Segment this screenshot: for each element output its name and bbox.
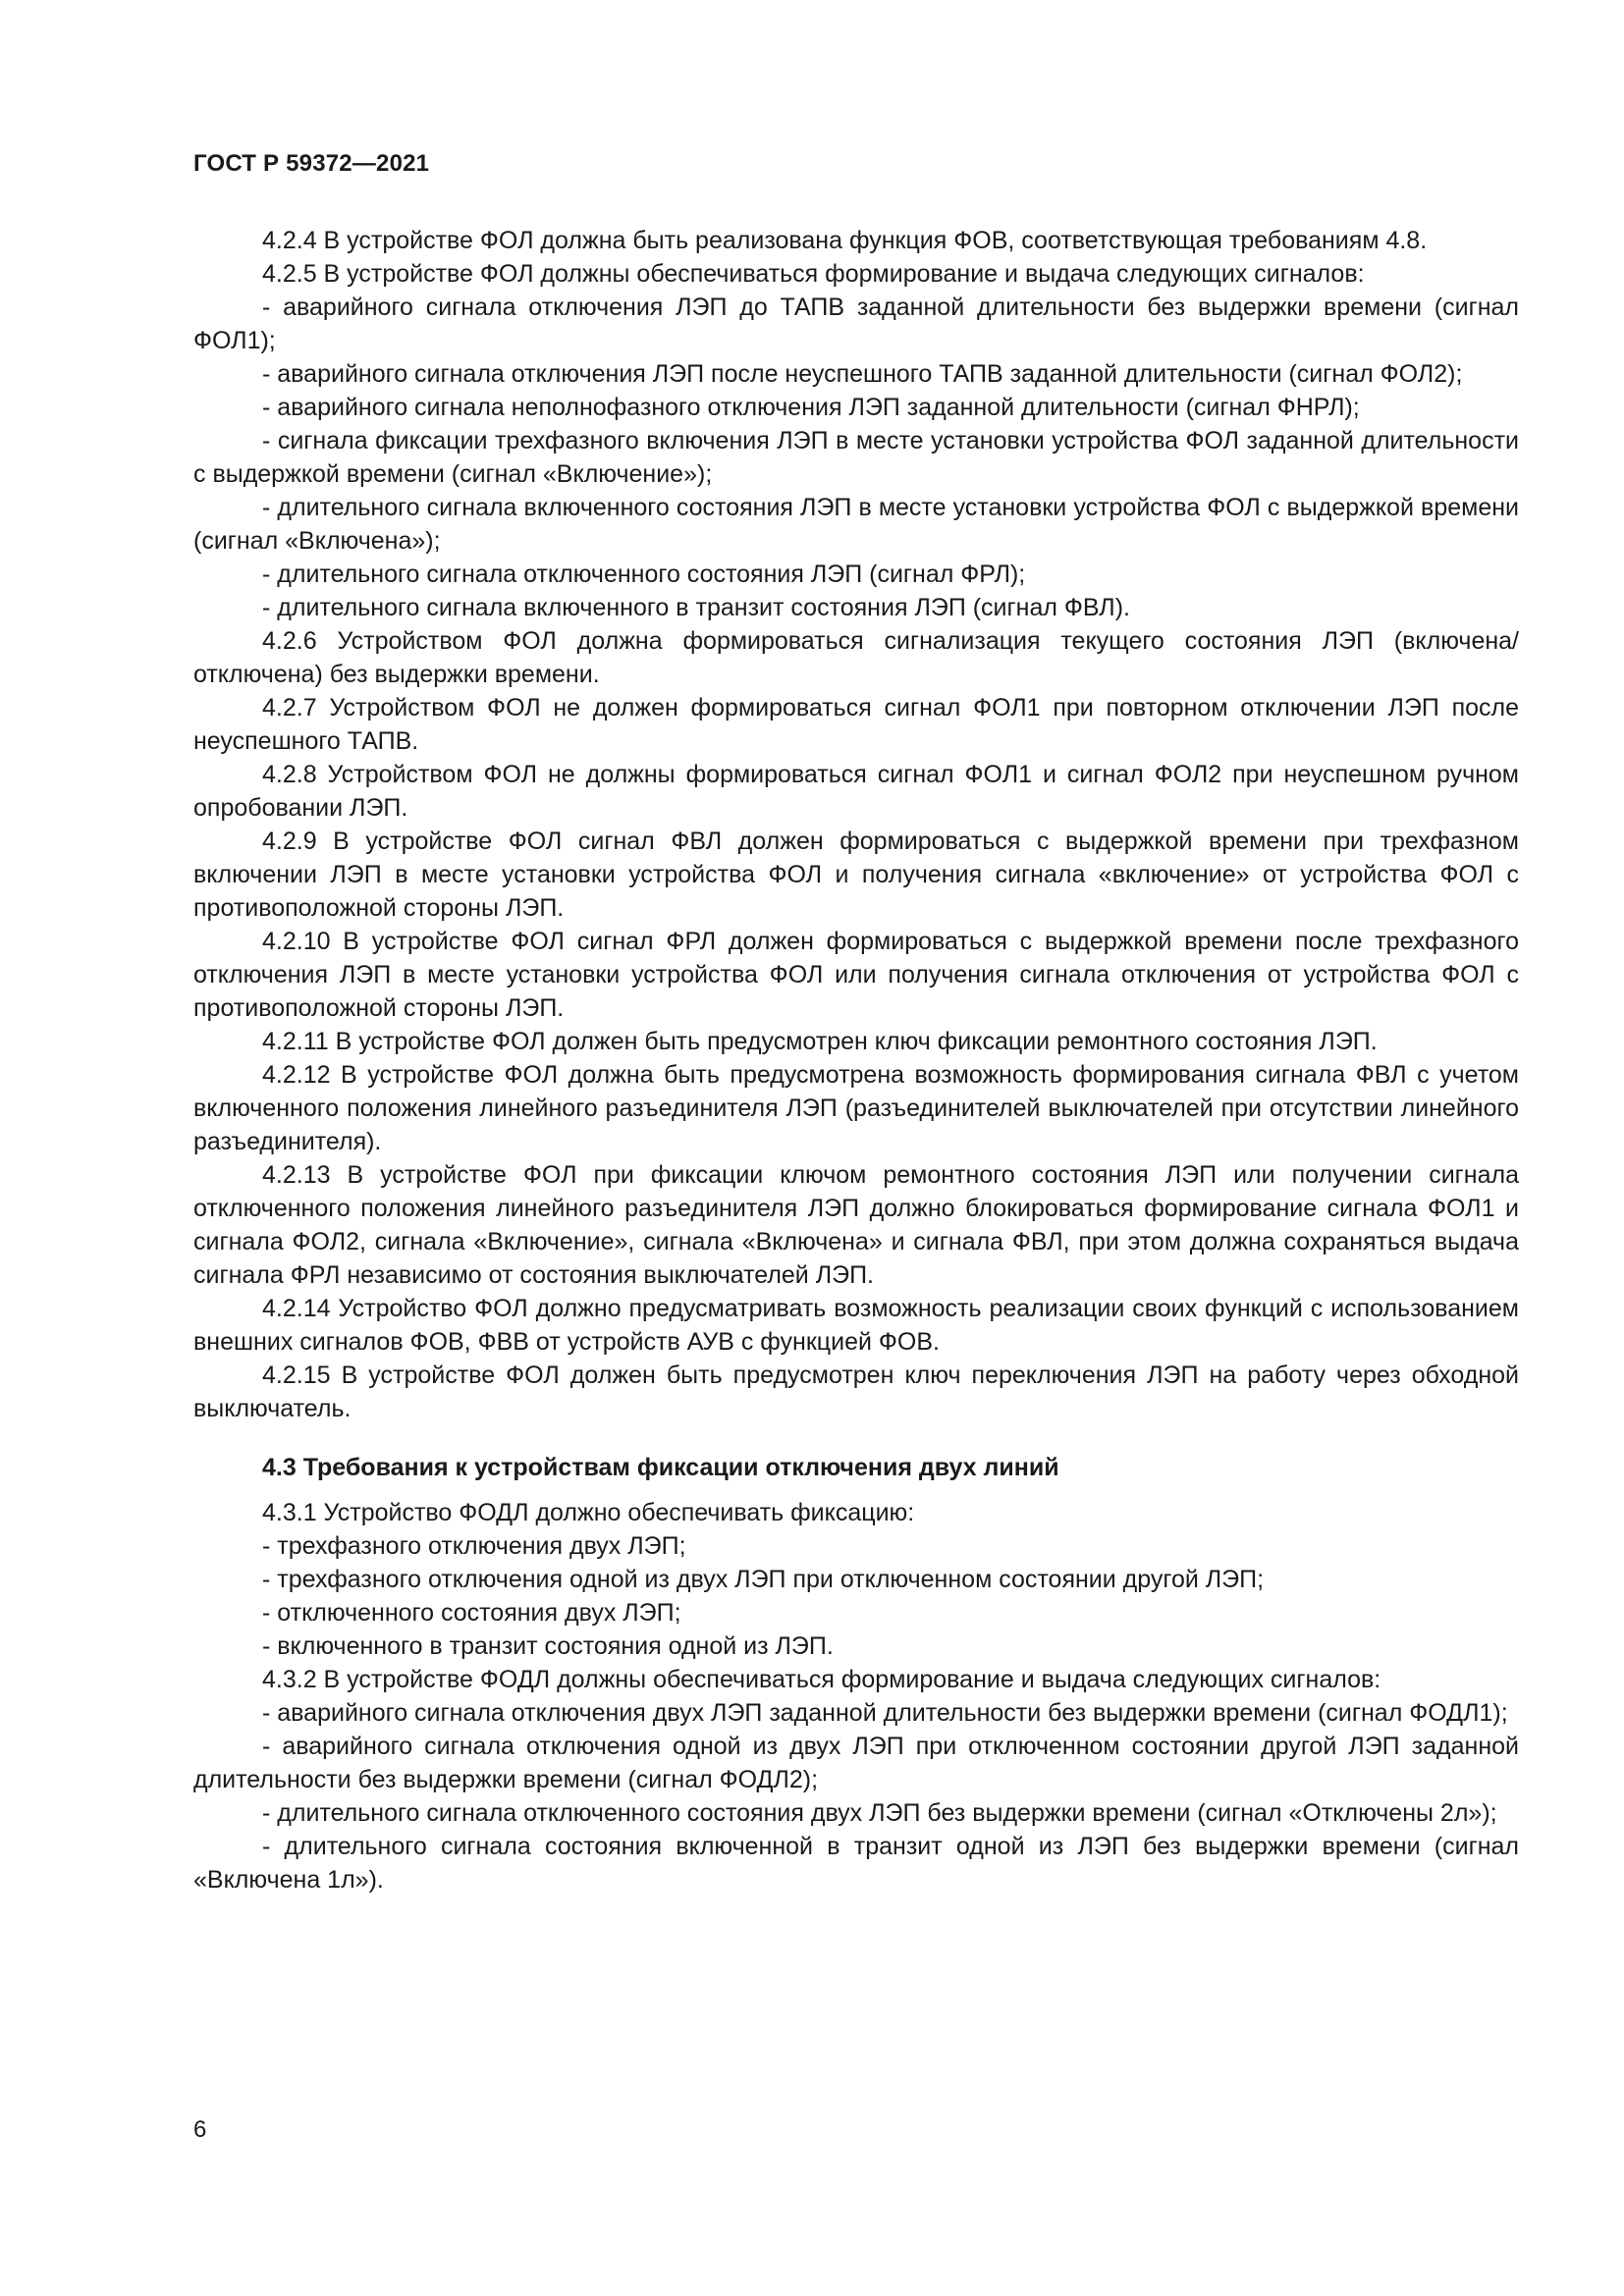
list-item: - аварийного сигнала отключения одной из двух ЛЭП при отключенном состоянии другой ЛЭП заданной длительности без выдержки времени (сигнал ФОДЛ2);	[193, 1733, 1519, 1793]
list-item: - длительного сигнала включенного в транзит состояния ЛЭП (сигнал ФВЛ).	[262, 594, 1130, 621]
page-number: 6	[193, 2116, 207, 2143]
list-item: - длительного сигнала состояния включенной в транзит одной из ЛЭП без выдержки времени (сигнал «Включена 1л»).	[193, 1833, 1519, 1894]
clause-4-2-7: 4.2.7 Устройством ФОЛ не должен формироваться сигнал ФОЛ1 при повторном отключении ЛЭП после неуспешного ТАПВ.	[193, 694, 1519, 755]
list-item: - трехфазного отключения одной из двух ЛЭП при отключенном состоянии другой ЛЭП;	[262, 1566, 1265, 1593]
clause-4-2-14: 4.2.14 Устройство ФОЛ должно предусматривать возможность реализации своих функций с использованием внешних сигналов ФОВ, ФВВ от устройств АУВ с функцией ФОВ.	[193, 1295, 1519, 1356]
list-item: - аварийного сигнала отключения двух ЛЭП заданной длительности без выдержки времени (сигнал ФОДЛ1);	[262, 1699, 1508, 1727]
list-item: - отключенного состояния двух ЛЭП;	[262, 1599, 681, 1627]
section-heading-4-3: 4.3 Требования к устройствам фиксации отключения двух линий	[262, 1454, 1059, 1481]
clause-4-2-6: 4.2.6 Устройством ФОЛ должна формироваться сигнализация текущего состояния ЛЭП (включена/отключена) без выдержки времени.	[193, 627, 1519, 688]
clause-4-3-2: 4.3.2 В устройстве ФОДЛ должны обеспечиваться формирование и выдача следующих сигналов:	[262, 1666, 1381, 1693]
clause-4-3-1: 4.3.1 Устройство ФОДЛ должно обеспечивать фиксацию:	[262, 1499, 915, 1526]
list-item: - включенного в транзит состояния одной из ЛЭП.	[262, 1632, 834, 1660]
list-item: - длительного сигнала включенного состояния ЛЭП в месте установки устройства ФОЛ с выдержкой времени (сигнал «Включена»);	[193, 494, 1519, 555]
document-header: ГОСТ Р 59372—2021	[193, 150, 430, 177]
clause-4-2-8: 4.2.8 Устройством ФОЛ не должны формироваться сигнал ФОЛ1 и сигнал ФОЛ2 при неуспешном ручном опробовании ЛЭП.	[193, 761, 1519, 822]
list-item: - длительного сигнала отключенного состояния ЛЭП (сигнал ФРЛ);	[262, 561, 1026, 588]
clause-4-2-15: 4.2.15 В устройстве ФОЛ должен быть предусмотрен ключ переключения ЛЭП на работу через обходной выключатель.	[193, 1362, 1519, 1422]
clause-4-2-12: 4.2.12 В устройстве ФОЛ должна быть предусмотрена возможность формирования сигнала ФВЛ с учетом включенного положения линейного разъединителя ЛЭП (разъединителей выключателей при отсутствии линейного разъединителя).	[193, 1061, 1519, 1155]
list-item: - трехфазного отключения двух ЛЭП;	[262, 1532, 686, 1560]
clause-4-2-4: 4.2.4 В устройстве ФОЛ должна быть реализована функция ФОВ, соответствующая требованиям 4.8.	[262, 227, 1428, 254]
clause-4-2-5: 4.2.5 В устройстве ФОЛ должны обеспечиваться формирование и выдача следующих сигналов:	[262, 260, 1365, 288]
list-item: - аварийного сигнала неполнофазного отключения ЛЭП заданной длительности (сигнал ФНРЛ);	[262, 394, 1360, 421]
document-body	[193, 224, 1519, 1896]
list-item: - аварийного сигнала отключения ЛЭП до ТАПВ заданной длительности без выдержки времени (сигнал ФОЛ1);	[193, 294, 1519, 354]
clause-4-2-10: 4.2.10 В устройстве ФОЛ сигнал ФРЛ должен формироваться с выдержкой времени после трехфазного отключения ЛЭП в месте установки устройства ФОЛ или получения сигнала отключения от устройства ФОЛ с противоположной стороны ЛЭП.	[193, 928, 1519, 1022]
list-item: - аварийного сигнала отключения ЛЭП после неуспешного ТАПВ заданной длительности (сигнал ФОЛ2);	[262, 360, 1463, 388]
list-item: - длительного сигнала отключенного состояния двух ЛЭП без выдержки времени (сигнал «Отключены 2л»);	[262, 1799, 1497, 1827]
list-item: - сигнала фиксации трехфазного включения ЛЭП в месте установки устройства ФОЛ заданной длительности с выдержкой времени (сигнал «Включение»);	[193, 427, 1519, 488]
clause-4-2-11: 4.2.11 В устройстве ФОЛ должен быть предусмотрен ключ фиксации ремонтного состояния ЛЭП.	[262, 1028, 1378, 1055]
clause-4-2-13: 4.2.13 В устройстве ФОЛ при фиксации ключом ремонтного состояния ЛЭП или получении сигнала отключенного положения линейного разъединителя ЛЭП должно блокироваться формирование сигнала ФОЛ1 и сигнала ФОЛ2, сигнала «Включение», сигнала «Включена» и сигнала ФВЛ, при этом должна сохраняться выдача сигнала ФРЛ независимо от состояния выключателей ЛЭП.	[193, 1161, 1519, 1289]
clause-4-2-9: 4.2.9 В устройстве ФОЛ сигнал ФВЛ должен формироваться с выдержкой времени при трехфазном включении ЛЭП в месте установки устройства ФОЛ и получения сигнала «включение» от устройства ФОЛ с противоположной стороны ЛЭП.	[193, 828, 1519, 922]
